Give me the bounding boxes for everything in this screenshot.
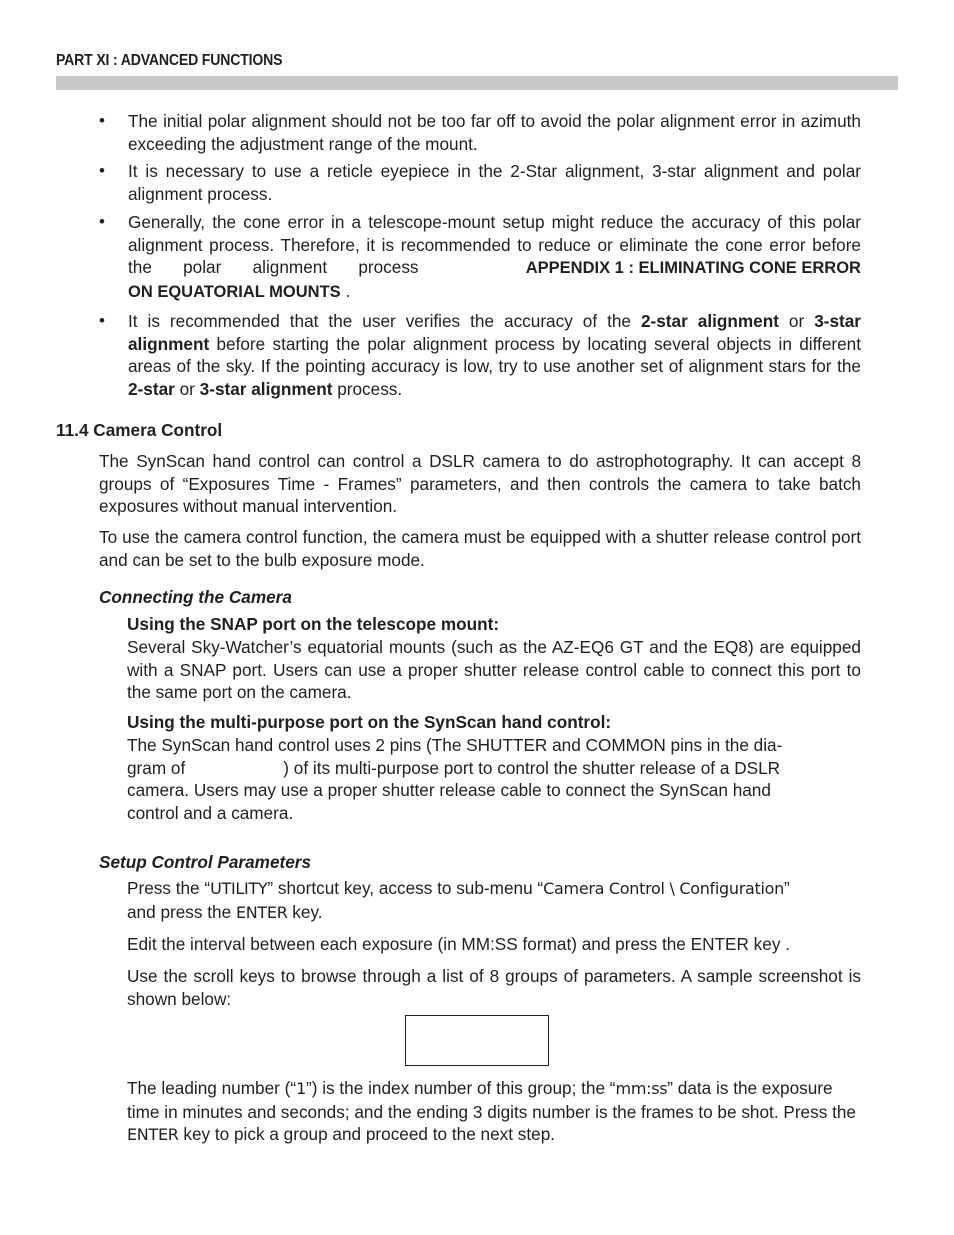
bullet-text: The initial polar alignment should not be too far off to avoid the polar alignment error in azimuth exceeding the adjustment range of the mount. [128,111,861,154]
appendix-reference[interactable]: APPENDIX 1 : ELIMINATING CONE ERROR [525,259,861,278]
bullet-text: It is recommended that the user verifies the accuracy of the 2-star alignment or 3-star alignment before starting the polar alignment process by locating several objects in different areas of the sky. If the pointing accuracy is low, try to use another set of alignment stars for the 2-star or 3-star alignment process. [128,311,861,399]
appendix-reference-cont[interactable]: ON EQUATORIAL MOUNTS [128,282,341,301]
bold-term: 3-star alignment [199,378,333,399]
bullet-dot: • [99,311,105,330]
running-header: PART XI : ADVANCED FUNCTIONS [56,52,283,69]
setup-step: Use the scroll keys to browse through a list of 8 groups of parameters. A sample screenshot is shown below: [127,966,861,1009]
bold-term: 2-star [128,378,175,399]
section-paragraph: To use the camera control function, the camera must be equipped with a shutter release control port and can be set to the bulb exposure mode. [99,527,861,570]
bullet-dot: • [99,111,105,130]
bold-term: 2-star alignment [640,311,779,331]
lcd-sample-screenshot [405,1015,549,1066]
bullet-item [99,310,861,400]
section-paragraph: The SynScan hand control can control a DSLR camera to do astrophotography. It can accept 8 groups of “Exposures Time - Frames” parameters, and then controls the camera to take batch exposures without manual intervention. [99,451,861,517]
enter-key-label: ENTER [235,902,288,922]
submenu-path: Camera Control \ Configuration [543,879,784,898]
snap-port-text: Several Sky-Watcher’s equatorial mounts (such as the AZ-EQ6 GT and the EQ8) are equipped with a SNAP port. Users can use a proper shutter release control cable to connect this port to the same port on the camera. [127,637,861,703]
setup-step: The leading number (“1”) is the index number of this group; the “mm:ss” data is the exposure time in minutes and seconds; and the ending 3 digits number is the frames to be shot. Press the ENTER key to pick a group and proceed to the next step. [127,1078,856,1145]
setup-step: Press the “UTILITY” shortcut key, access to sub-menu “Camera Control \ Configuration” and press the ENTER key. [127,878,790,922]
snap-port-heading: Using the SNAP port on the telescope mount: [127,614,500,634]
subsection-title: Connecting the Camera [99,587,292,607]
bullet-text-post: . [345,280,351,301]
bullet-item [99,110,861,155]
subsection-title: Setup Control Parameters [99,852,312,872]
bullet-dot: • [99,161,105,180]
index-number-label: 1 [296,1079,306,1098]
multi-port-block [127,711,861,824]
bullet-dot: • [99,212,105,231]
enter-key-label: ENTER [127,1125,179,1145]
snap-port-block [127,613,861,704]
multi-port-text: The SynScan hand control uses 2 pins (The SHUTTER and COMMON pins in the dia- gram of ) of its multi-purpose port to control the shutter release of a DSLR camera. Users may use a proper shutter release cable to connect the SynScan hand control and a camera. [127,735,783,823]
section-title: 11.4 Camera Control [56,420,223,440]
header-rule [56,76,898,90]
mmss-label: mm:ss [615,1079,668,1098]
setup-step: Edit the interval between each exposure (in MM:SS format) and press the ENTER key . [127,934,790,954]
bullet-text: It is necessary to use a reticle eyepiece in the 2-Star alignment, 3-star alignment and polar alignment process. [128,161,861,204]
bullet-item [99,211,861,303]
bullet-item [99,160,861,205]
bullet-text-pre: Generally, the cone error in a telescope-mount setup might reduce the accuracy of this polar alignment process. Therefore, it is recommended to reduce or eliminate the cone error before the polar alignment process [128,212,861,278]
bold-term: 3-star alignment [128,311,861,354]
bullet-text [128,211,861,303]
utility-key-label: UTILITY [210,879,268,898]
multi-port-heading: Using the multi-purpose port on the SynScan hand control: [127,712,612,732]
